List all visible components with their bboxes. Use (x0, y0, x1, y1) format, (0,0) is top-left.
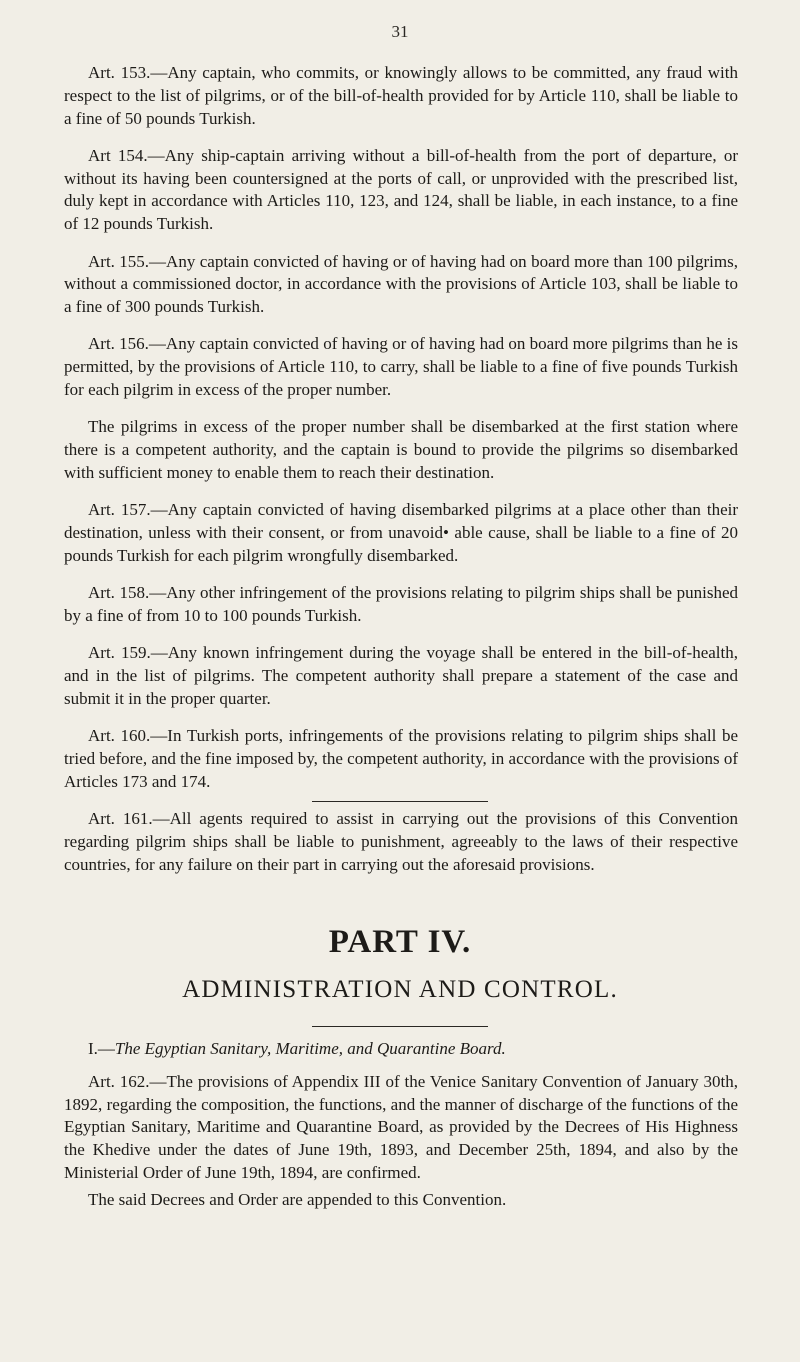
subsection-title: The Egyptian Sanitary, Maritime, and Quarantine Board. (114, 1039, 506, 1058)
article-154: Art 154.—Any ship-captain arriving without a bill-of-health from the port of departure, or without its having been countersigned at the ports of call, or unprovided with the prescribed list, duly kept in accordance with Articles 110, 123, and 124, shall be liable, in each instance, to a fine of 12 pounds Turkish. (64, 145, 738, 234)
appendix-note: The said Decrees and Order are appended to this Convention. (88, 1189, 507, 1209)
section-heading: ADMINISTRATION AND CONTROL. (182, 976, 618, 1003)
articles-part-four (64, 1038, 738, 1226)
divider-rule-top (312, 801, 488, 802)
article-155: Art. 155.—Any captain convicted of having or of having had on board more than 100 pilgrims, without a commissioned doctor, in accordance with the provisions of Article 103, shall be liable to a fine of 300 pounds Turkish. (64, 251, 738, 317)
article-153: Art. 153.—Any captain, who commits, or knowingly allows to be committed, any fraud with respect to the list of pilgrims, or of the bill-of-health provided for by Article 110, shall be liable to a fine of 50 pounds Turkish. (64, 63, 738, 128)
article-161: Art. 161.—All agents required to assist in carrying out the provisions of this Convention regarding pilgrim ships shall be liable to punishment, agreeably to the laws of their respective countries, for any failure on their part in carrying out the aforesaid provisions. (64, 809, 738, 874)
article-156-continuation: The pilgrims in excess of the proper number shall be disembarked at the first station where there is a competent authority, and the captain is bound to provide the pilgrims so disembarked with sufficient money to enable them to reach their destination. (64, 417, 738, 482)
article-160: Art. 160.—In Turkish ports, infringements of the provisions relating to pilgrim ships shall be tried before, and the fine imposed by, the competent authority, in accordance with the provisions of Articles 173 and 174. (64, 726, 738, 791)
article-162: Art. 162.—The provisions of Appendix III of the Venice Sanitary Convention of January 30th, 1892, regarding the composition, the functions, and the manner of discharge of the functions of the Egyptian Sanitary, Maritime and Quarantine Board, as provided by the Decrees of His Highness the Khedive under the dates of June 19th, 1893, and December 25th, 1894, and also by the Ministerial Order of June 19th, 1894, are confirmed. (64, 1071, 738, 1182)
article-157: Art. 157.—Any captain convicted of having disembarked pilgrims at a place other than their destination, unless with their consent, or from unavoid• able cause, shall be liable to a fine of 20 pounds Turkish for each pilgrim wrongfully disembarked. (64, 500, 738, 565)
article-159: Art. 159.—Any known infringement during the voyage shall be entered in the bill-of-health, and in the list of pilgrims. The competent authority shall prepare a statement of the case and submit it in the proper quarter. (64, 643, 738, 708)
articles-part-three (64, 62, 738, 891)
article-158: Art. 158.—Any other infringement of the provisions relating to pilgrim ships shall be punished by a fine of from 10 to 100 pounds Turkish. (64, 583, 738, 625)
part-heading: PART IV. (328, 924, 472, 960)
page-number: 31 (391, 22, 409, 41)
divider-rule-bottom (312, 1026, 488, 1027)
article-156: Art. 156.—Any captain convicted of having or of having had on board more pilgrims than he is permitted, by the provisions of Article 110, to carry, shall be liable to a fine of five pounds Turkish for each pilgrim in excess of the proper number. (64, 334, 738, 400)
subsection-number: I.— (88, 1039, 115, 1058)
subsection-heading (64, 1038, 738, 1061)
